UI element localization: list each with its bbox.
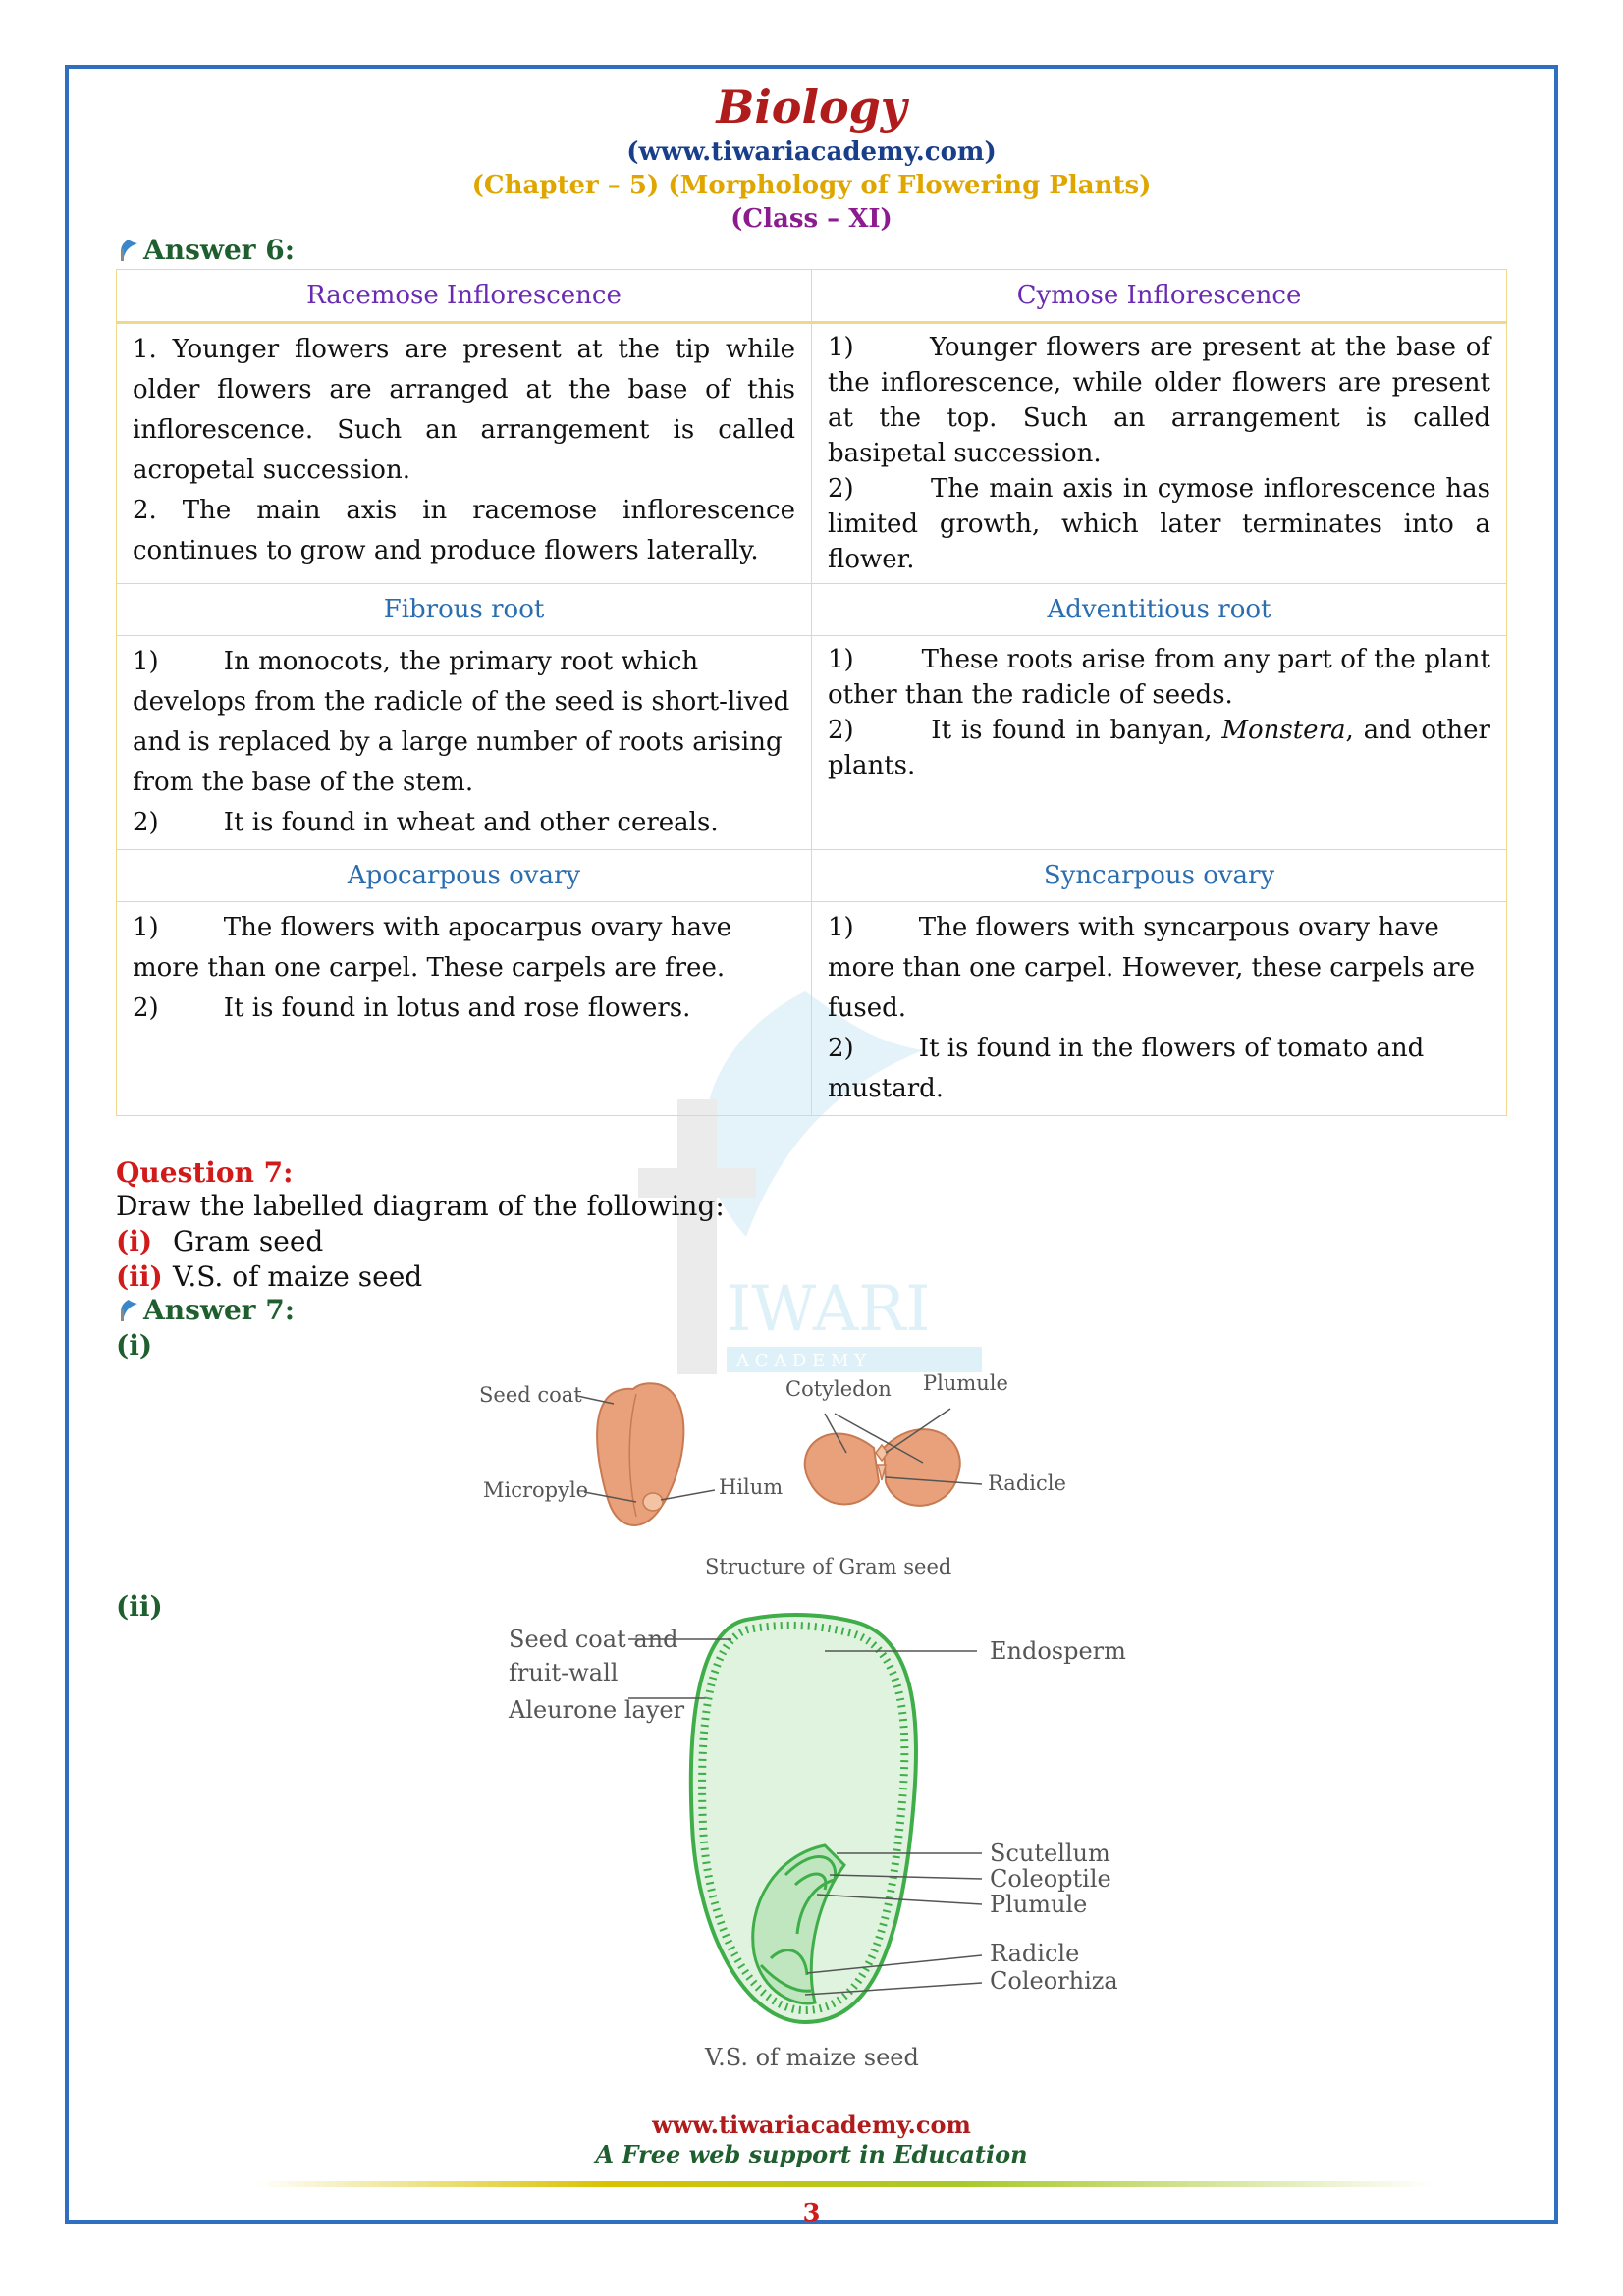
- watermark-tagline: A C A D E M Y: [736, 1351, 866, 1371]
- footer-divider: [255, 2181, 1434, 2187]
- table-cell: [117, 902, 812, 1116]
- footer-tagline: A Free web support in Education: [595, 2140, 1028, 2168]
- cell-paragraph: 1) In monocots, the primary root which develops from the radicle of the seed is short-lived and is replaced by a large number of roots arising from the base of the stem.: [133, 647, 798, 797]
- question-item-label: Gram seed: [173, 1225, 324, 1257]
- leaf-logo-icon: [116, 1298, 141, 1323]
- label-coleoptile: Coleoptile: [990, 1865, 1111, 1893]
- label-plumule: Plumule: [923, 1371, 1008, 1395]
- label-endosperm: Endosperm: [990, 1637, 1126, 1665]
- label-cotyledon: Cotyledon: [785, 1377, 892, 1401]
- cell-paragraph: 1) These roots arise from any part of the plant other than the radicle of seeds.: [828, 645, 1499, 710]
- watermark-brand: IWARI: [727, 1273, 931, 1346]
- table-header-row: [117, 270, 1507, 323]
- cell-paragraph: 1) Younger flowers are present at the base of the inflorescence, while older flowers are present at the top. Such an arrangement is called basipetal succession.: [828, 333, 1499, 468]
- question-item: [116, 1225, 323, 1257]
- table-header-cell: Racemose Inflorescence: [117, 270, 812, 323]
- label-hilum: Hilum: [719, 1475, 784, 1499]
- cell-paragraph-monstera: [828, 713, 1499, 783]
- table-header-cell: Syncarpous ovary: [812, 850, 1507, 902]
- answer-6-heading: [116, 234, 295, 266]
- leaf-logo-icon: [116, 238, 141, 263]
- table-header-cell: Cymose Inflorescence: [812, 270, 1507, 323]
- label-radicle: Radicle: [990, 1940, 1080, 1967]
- label-radicle: Radicle: [988, 1471, 1066, 1495]
- class-label: (Class – XI): [730, 204, 893, 234]
- question-item: [116, 1260, 422, 1293]
- table-cell: [117, 323, 812, 584]
- subject-title: Biology: [716, 80, 907, 133]
- table-cell: [117, 636, 812, 850]
- answer-part-i: (i): [116, 1329, 153, 1362]
- label-plumule: Plumule: [990, 1891, 1088, 1918]
- cell-paragraph: 2. The main axis in racemose inflorescence continues to grow and produce flowers laterally.: [133, 496, 795, 565]
- monstera-text: 2) It is found in banyan, Monstera, and other plants.: [828, 716, 1499, 780]
- table-row: [117, 902, 1507, 1116]
- table-cell: [812, 636, 1507, 850]
- label-micropyle: Micropyle: [483, 1478, 589, 1502]
- page-number: 3: [802, 2199, 821, 2228]
- gram-seed-whole: [597, 1383, 683, 1525]
- label-scutellum: Scutellum: [990, 1840, 1110, 1867]
- maize-seed-section: [691, 1615, 916, 2022]
- gram-seed-caption: Structure of Gram seed: [705, 1555, 952, 1578]
- label-seed-coat-line1: Seed coat and: [509, 1626, 678, 1653]
- answer-7-label: Answer 7:: [143, 1294, 296, 1326]
- table-header-row: [117, 584, 1507, 636]
- answer-7-heading: [116, 1294, 295, 1326]
- table-header-cell: Fibrous root: [117, 584, 812, 636]
- cell-paragraph: 2) It is found in wheat and other cereals.: [133, 808, 719, 837]
- chapter-title: (Chapter – 5) (Morphology of Flowering Plants): [471, 171, 1152, 200]
- answer-part-ii: (ii): [116, 1590, 163, 1623]
- table-cell: [812, 902, 1507, 1116]
- table-header-row: [117, 850, 1507, 902]
- table-header-cell: Adventitious root: [812, 584, 1507, 636]
- cell-paragraph: 2) It is found in lotus and rose flowers.: [133, 993, 691, 1023]
- question-item-number: (i): [116, 1225, 153, 1257]
- answer-6-label: Answer 6:: [143, 234, 296, 266]
- cell-paragraph: 1. Younger flowers are present at the tip while older flowers are arranged at the base of this inflorescence. Such an arrangement is called acropetal succession.: [133, 335, 795, 485]
- question-7-text: Draw the labelled diagram of the following:: [116, 1190, 725, 1222]
- header-website: (www.tiwariacademy.com): [626, 137, 997, 167]
- table-row: [117, 323, 1507, 584]
- maize-seed-diagram: [491, 1610, 1178, 2081]
- cell-paragraph: 1) The flowers with syncarpous ovary have more than one carpel. However, these carpels are fused.: [828, 913, 1484, 1023]
- label-aleurone-layer: Aleurone layer: [509, 1696, 685, 1724]
- question-7-title: Question 7:: [116, 1156, 294, 1189]
- footer-website: www.tiwariacademy.com: [652, 2110, 971, 2139]
- cell-paragraph: 1) The flowers with apocarpus ovary have more than one carpel. These carpels are free.: [133, 913, 740, 983]
- cell-paragraph: 2) The main axis in cymose inflorescence has limited growth, which later terminates into a flower.: [828, 474, 1499, 574]
- maize-seed-caption: V.S. of maize seed: [705, 2044, 919, 2071]
- label-coleorhiza: Coleorhiza: [990, 1967, 1118, 1995]
- label-seed-coat-line2: fruit-wall: [509, 1659, 619, 1686]
- cell-paragraph: 2) It is found in the flowers of tomato and mustard.: [828, 1034, 1433, 1103]
- table-header-cell: Apocarpous ovary: [117, 850, 812, 902]
- comparison-table: [116, 269, 1507, 1116]
- gram-seed-diagram: [461, 1355, 1168, 1590]
- table-cell: [812, 323, 1507, 584]
- table-row: [117, 636, 1507, 850]
- label-seed-coat: Seed coat: [479, 1383, 582, 1407]
- question-item-number: (ii): [116, 1260, 163, 1293]
- monstera-italic: Monstera: [1221, 716, 1346, 745]
- question-item-label: V.S. of maize seed: [173, 1260, 423, 1293]
